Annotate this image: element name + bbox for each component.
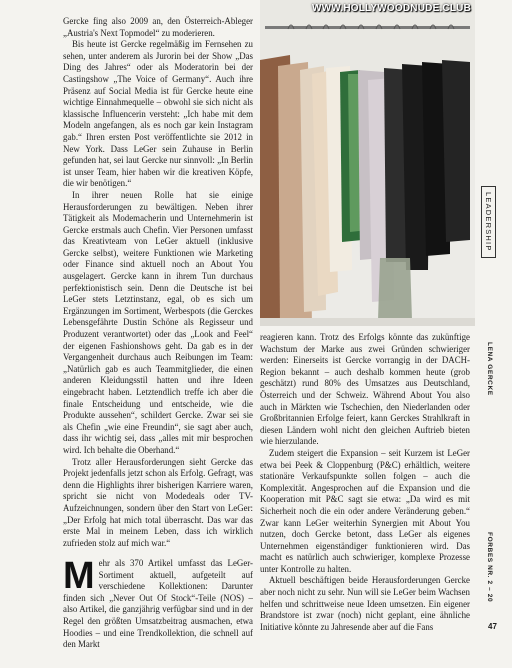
article-column-right xyxy=(260,332,470,633)
paragraph: ehr als 370 Artikel umfasst das LeGer-Sortiment aktuell, aufgeteilt auf verschiedene Kollektionen: Darunter finden sich „Never Out Of Stock“-Teile (NOS) – also Artikel, die ganzjährig verfügbar sind und in der Regel den größten Umsatzbeitrag ausmachen, etwa Hoodies – und eine Trendkollektion, die schnell auf den Markt xyxy=(63,558,253,650)
watermark: WWW.HOLLYWOODNUDE.CLUB xyxy=(311,3,471,14)
paragraph: In ihrer neuen Rolle hat sie einige Herausforderungen zu bewältigen. Neben ihrer Tätigkeit als Modemacherin und Unternehmerin ist Gercke erstmals auch Chefin. Vier Personen umfasst das Kreativteam von LeGer aktuell (inklusive Gercke selbst), weitere Funktionen wie Marketing oder Finance sind aktuell noch an About You ausgelagert. Gercke kann in ihrem Tun durchaus perfektionistisch sein. Denn die Deutsche ist bei LeGer stets Letztinstanz, egal, ob es sich um Ergänzungen im Sortiment, Werbespots (die Gerckes Lebensgefährte Dustin Schöne als Regisseur und Produzent verantwortet) oder das „Look and Feel“ der eigenen Fashionshows geht. Da gab es in der Vergangenheit durchaus auch Reibungen im Team: „Natürlich gab es auch Teammitglieder, die einen anderen Kleidungsstil hatten und ihre Ideen eingebracht haben. Letztendlich treffe ich aber die finale Entscheidung und entscheide, wie die Produkte aussehen“, schildert Gercke. Zwar sei sie als Chefin „wie eine Freundin“, sie sagt aber auch, dass ihr wichtig sei, dass „alles mit mir besprochen wird. Ich behalte die Oberhand.“ xyxy=(63,189,253,455)
page-number: 47 xyxy=(488,622,497,631)
paragraph: Bis heute ist Gercke regelmäßig im Fernsehen zu sehen, unter anderem als Jurorin bei der Show „Das Ding des Jahres“ oder als Moderatorin bei der Castingshow „The Voice of Germany“. Auch ihre Präsenz auf Social Media ist für Gercke heute eine wichtige Einnahmequelle – obwohl sie sich nicht als klassische Influencerin versteht: „Ich habe mit dem Modeln angefangen, als es noch gar kein Instagram gab.“ Ihren ersten Post veröffentlichte sie 2012 in New York. Dass LeGer sein Zuhause in Berlin gefunden hat, sei laut Gercke nur sinnvoll: „In Berlin ist unser Team, hier haben wir die kreativen Köpfe, die wir benötigen.“ xyxy=(63,39,253,189)
paragraph: Aktuell beschäftigen beide Herausforderungen Gercke aber noch nicht zu sehr. Nun will sie LeGer beim Wachsen helfen und schrittweise neue Ideen umsetzen. Ein eigener Brandstore ist zwar (noch) nicht geplant, eine ähnliche Initiative könnte zu Jahresende aber auf die Fans xyxy=(260,575,470,632)
clothing-rack-photo xyxy=(260,0,475,326)
paragraph: reagieren kann. Trotz des Erfolgs könnte das zukünftige Wachstum der Marke aus zwei Gründen schwieriger werden: Einerseits ist Gercke vorrangig in der DACH-Region bekannt – auch deshalb kommen heute (grob geschätzt) rund 80% des Umsatzes aus Deutschland, Österreich und der Schweiz. Während About You also auch in Märkten wie Tschechien, den Niederlanden oder Großbritannien Erfolge feiert, kann Gerckes Strahlkraft in diesen Ländern wohl nicht den gleichen Auftrieb bieten wie hierzulande. xyxy=(260,332,470,447)
section-tab: LEADERSHIP xyxy=(481,186,496,258)
running-header-name: LENA GERCKE xyxy=(486,342,493,396)
article-column-left xyxy=(63,16,253,549)
clothing-rack-illustration-icon xyxy=(260,0,475,326)
paragraph: Gercke fing also 2009 an, den Österreich-Ableger „Austria's Next Topmodel“ zu moderieren. xyxy=(63,16,253,38)
paragraph: Zudem steigert die Expansion – seit Kurzem ist LeGer etwa bei Peek & Cloppenburg (P&C) erhältlich, weitere stationäre Verkaufspunkte sollen folgen – auch die Komplexität. Angesprochen auf die Expansion und die Kooperation mit P&C sagt sie etwa: „Da wird es mit Sicherheit noch die ein oder andere Veränderung geben.“ Zwar kann LeGer weiterhin Synergien mit About You nutzen, doch Gercke betont, dass LeGer als eigenes Unternehmen eigenständiger funktionieren wird. Das macht es natürlich auch schwieriger, komplexe Prozesse unter Kontrolle zu halten. xyxy=(260,447,470,574)
article-column-left-lower xyxy=(63,555,253,651)
paragraph: Trotz aller Herausforderungen sieht Gercke das Projekt jedenfalls jetzt schon als Erfolg. Gefragt, was denn die Highlights ihrer bisherigen Karriere waren, spricht sie nicht von Modedeals oder TV-Aufzeichnungen, sondern über den Start von LeGer: „Der Erfolg hat mich total überrascht. Das war das erste Mal in meinem Leben, dass ich wirklich zufrieden stolz auf mich war.“ xyxy=(63,456,253,548)
running-header-issue: FORBES NR. 2 – 20 xyxy=(486,532,493,603)
drop-cap: M xyxy=(63,555,95,597)
